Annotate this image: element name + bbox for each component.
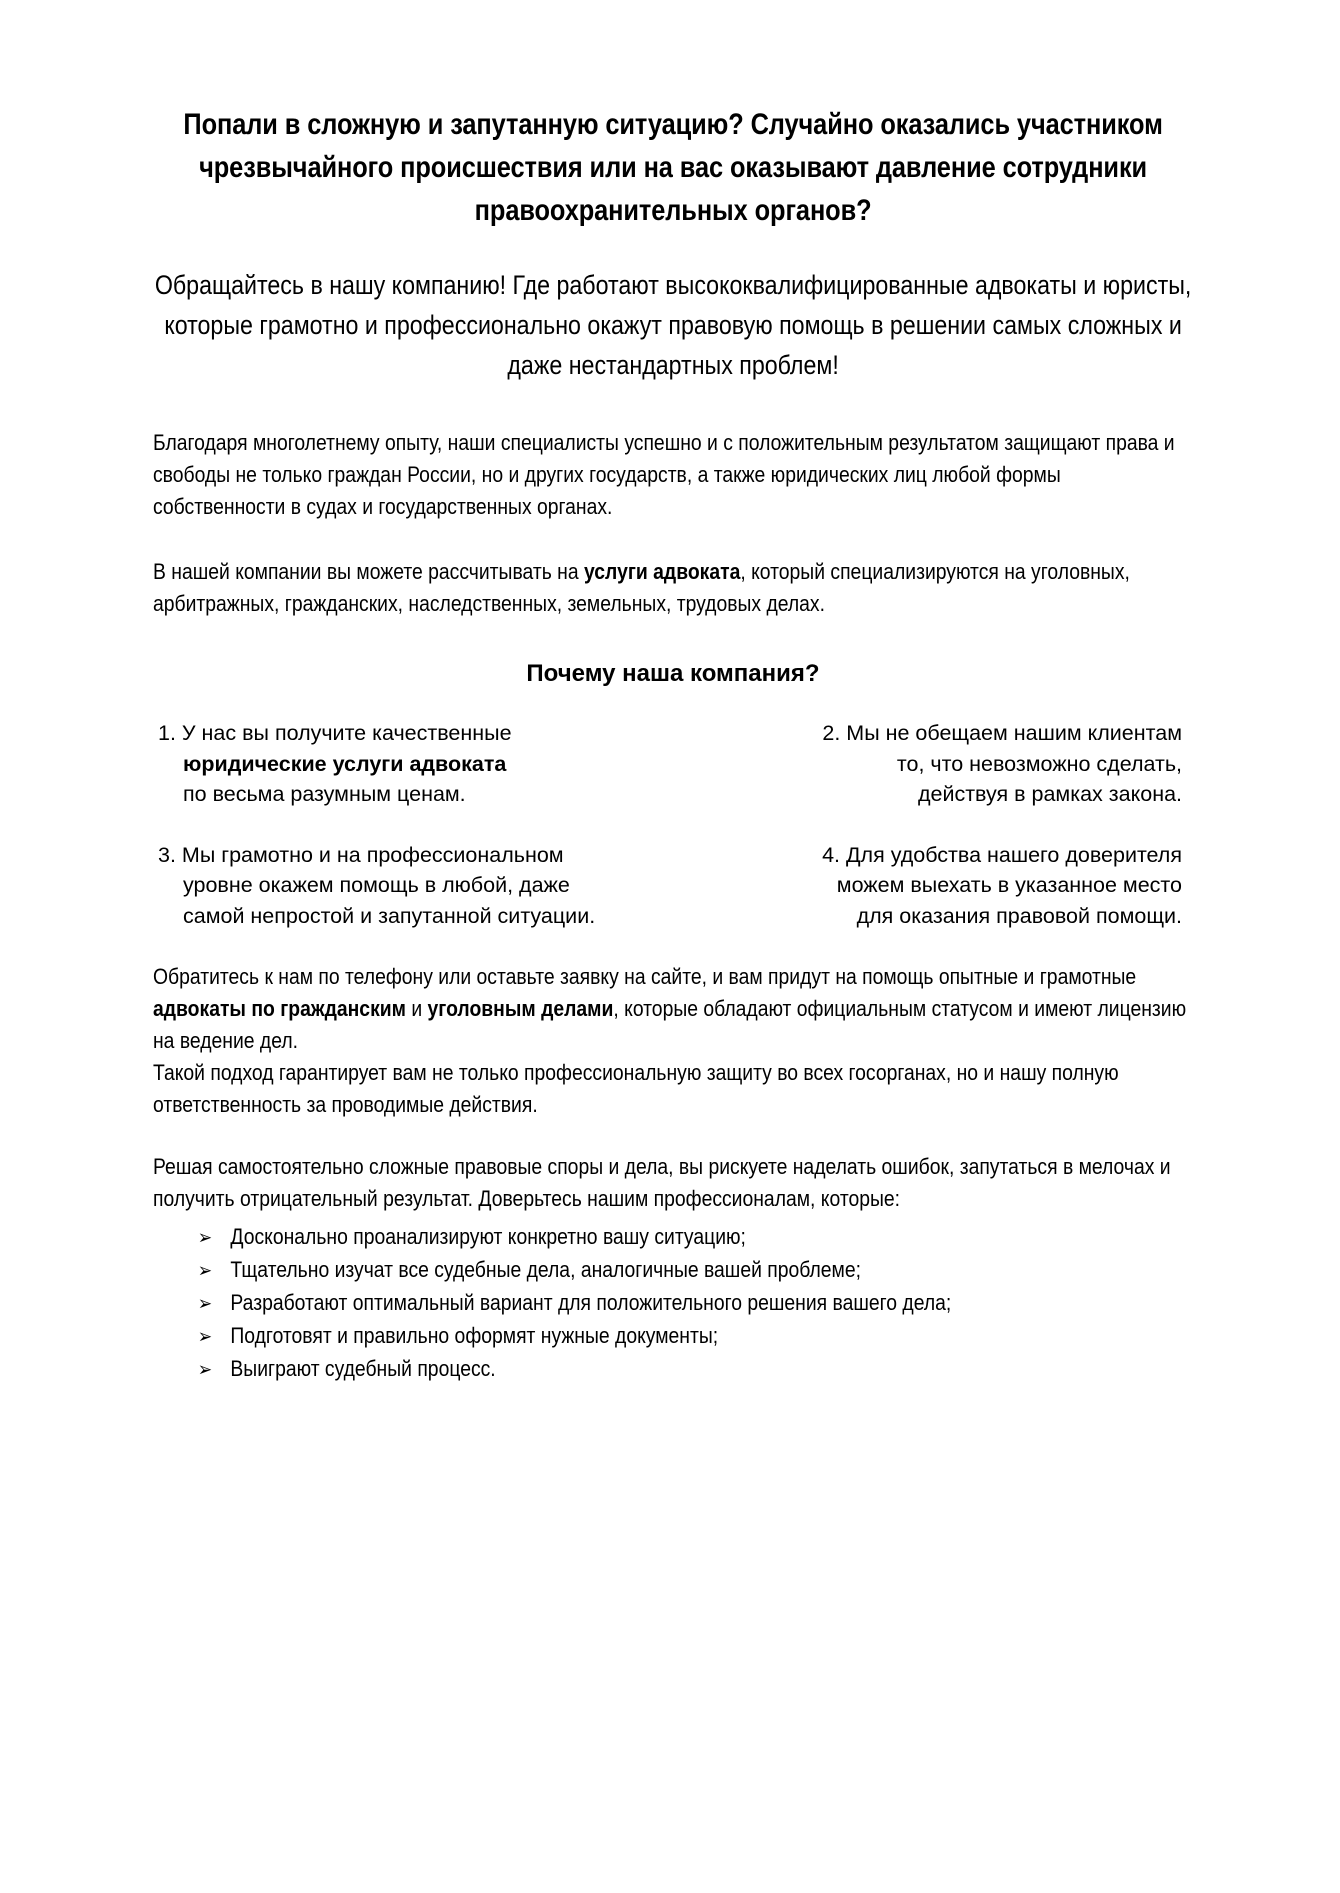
contact-text-part1: Обратитесь к нам по телефону или оставьте заявку на сайте, и вам придут на помощь опытные и грамотные <box>153 964 1137 989</box>
contact-text-part3: , которые обладают официальным статусом и имеют лицензию на ведение дел. <box>153 996 1187 1053</box>
bullet-item-text: Тщательно изучат все судебные дела, аналогичные вашей проблеме; <box>230 1257 861 1282</box>
numbered-item-3-line1: 3. Мы грамотно и на профессиональном <box>158 842 564 867</box>
paragraph-services <box>153 523 1193 620</box>
paragraph-contact <box>153 931 1193 1057</box>
numbered-item-2-line1: 2. Мы не обещаем нашим клиентам <box>822 721 1182 745</box>
numbered-item-4 <box>623 840 1193 932</box>
numbered-list-row-spacer <box>153 810 1193 840</box>
bullet-item <box>153 1287 1193 1320</box>
page-headline: Попали в сложную и запутанную ситуацию? Случайно оказались участником чрезвычайного происшествия или на вас оказывают давление сотрудники правоохранительных органов? <box>183 108 1163 227</box>
numbered-advantages-list <box>153 690 1193 931</box>
services-text-before: В нашей компании вы можете рассчитывать на <box>153 559 584 584</box>
numbered-item-2 <box>623 718 1193 810</box>
document-content <box>153 0 1193 1386</box>
paragraph-approach: Такой подход гарантирует вам не только профессиональную защиту во всех госорганах, но и нашу полную ответственность за проводимые действия. <box>153 1060 1119 1117</box>
numbered-item-3 <box>153 840 623 932</box>
arrow-bullet-icon: ➢ <box>197 1326 213 1348</box>
numbered-item-3-line3: самой непростой и запутанной ситуации. <box>183 903 596 928</box>
numbered-item-4-line1: 4. Для удобства нашего доверителя <box>822 842 1182 867</box>
bullet-item-text: Досконально проанализируют конкретно вашу ситуацию; <box>230 1224 746 1249</box>
bullet-item-text: Разработают оптимальный вариант для положительного решения вашего дела; <box>230 1290 952 1315</box>
contact-bold-civil: адвокаты по гражданским <box>153 996 406 1021</box>
bullet-item <box>153 1320 1193 1353</box>
numbered-item-4-line3: для оказания правовой помощи. <box>856 903 1182 928</box>
paragraph-experience: Благодаря многолетнему опыту, наши специалисты успешно и с положительным результатом защищают права и свободы не только граждан России, но и других государств, а также юридических лиц любой формы собственности в судах и государственных органах. <box>153 430 1175 519</box>
contact-text-part2: и <box>405 996 428 1021</box>
numbered-item-2-line2: то, что невозможно сделать, <box>896 751 1182 776</box>
arrow-bullet-icon: ➢ <box>197 1227 213 1249</box>
numbered-item-3-line2: уровне окажем помощь в любой, даже <box>183 873 570 897</box>
numbered-item-2-line3: действуя в рамках закона. <box>917 782 1182 806</box>
numbered-item-1-line3: по весьма разумным ценам. <box>183 782 466 806</box>
numbered-item-1 <box>153 718 623 810</box>
arrow-bullet-icon: ➢ <box>197 1260 213 1282</box>
bullet-item <box>153 1254 1193 1287</box>
benefits-bullet-list <box>153 1215 1193 1386</box>
numbered-item-4-line2: можем выехать в указанное место <box>836 873 1182 897</box>
bullet-item <box>153 1221 1193 1254</box>
paragraph-risk: Решая самостоятельно сложные правовые споры и дела, вы рискуете наделать ошибок, запутаться в мелочах и получить отрицательный результат. Доверьтесь нашим профессионалам, которые: <box>153 1154 1171 1211</box>
bullet-item-text: Подготовят и правильно оформят нужные документы; <box>230 1323 719 1348</box>
services-text-after: , который специализируются на уголовных, арбитражных, гражданских, наследственных, земельных, трудовых делах. <box>153 559 1130 616</box>
bullet-item-text: Выиграют судебный процесс. <box>230 1356 496 1381</box>
intro-paragraph: Обращайтесь в нашу компанию! Где работают высококвалифицированные адвокаты и юристы, которые грамотно и профессионально окажут правовую помощь в решении самых сложных и даже нестандартных проблем! <box>154 270 1192 380</box>
contact-bold-criminal: уголовным делами <box>427 996 614 1021</box>
numbered-item-1-line1: 1. У нас вы получите качественные <box>158 721 512 745</box>
bullet-item <box>153 1353 1193 1386</box>
arrow-bullet-icon: ➢ <box>197 1293 213 1315</box>
services-bold-phrase: услуги адвоката <box>583 559 741 584</box>
section-title-why-us: Почему наша компания? <box>526 660 820 687</box>
arrow-bullet-icon: ➢ <box>197 1359 213 1381</box>
numbered-item-1-line2-bold: юридические услуги адвоката <box>183 751 507 776</box>
